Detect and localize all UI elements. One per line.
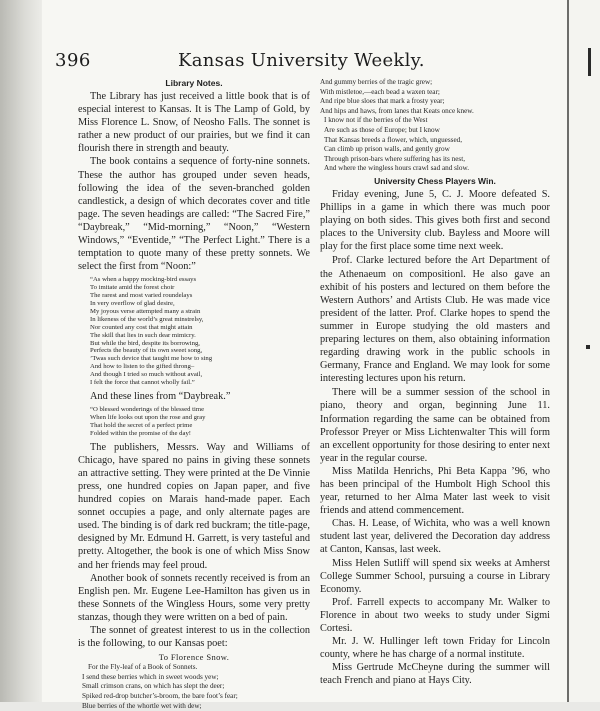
summer-session-paragraph: There will be a summer session of the school in piano, theory and organ, beginning June 11. Information regarding the same can be obtained from Professor Preyer or Miss Lichtenwalter This will form an excellent opportunity for those desiring to enter next year in the regular course. [320, 387, 550, 464]
poem-line: And ripe blue sloes that mark a frosty year; [320, 97, 445, 106]
adjacent-page-edge [567, 0, 600, 702]
mccheyne-paragraph: Miss Gertrude McCheyne during the summer will teach French and piano at Hays City. [320, 662, 550, 687]
poem-line: For the Fly-leaf of a Book of Sonnets. [88, 663, 198, 672]
daybreak-line: When life looks out upon the rose and gray [90, 414, 206, 421]
poem-line: Can climb up prison walls, and gently grow [324, 145, 450, 154]
noon-line: But while the bird, despite its borrowing, [90, 339, 200, 347]
chess-paragraph: Friday evening, June 5, C. J. Moore defeated S. Phillips in a game in which there was much poor playing on both sides. This gives both first and second places to the University club. Bayless and Moore will play for the first place some time next week. [320, 188, 550, 253]
henrichs-paragraph: Miss Matilda Henrichs, Phi Beta Kappa ’96, who has been principal of the Humbolt High School this year, returned to her Alma Mater last week to visit friends and attend commencement. [320, 465, 550, 517]
library-notes-p1: The Library has just received a little book that is of especial interest to Kansas. It is The Lamp of Gold, by Miss Florence L. Snow, of Neosho Falls. The sonnet is rather a new product of our prairies, but we find it can flourish there in strength and beauty. [78, 91, 310, 155]
noon-line: Nor counted any cost that might attain [90, 323, 193, 331]
daybreak-line: That hold the secret of a perfect prime [90, 421, 193, 429]
noon-line: The skill that lies in such dear mimicry. [90, 331, 196, 339]
chess-heading: University Chess Players Win. [374, 175, 496, 186]
poem-line: And where the wingless hours crawl sad and slow. [324, 164, 470, 173]
noon-line: “As when a happy mocking-bird essays [90, 276, 197, 284]
daybreak-lines [90, 406, 310, 438]
library-notes-p2: The book contains a sequence of forty-nine sonnets. These the author has grouped under seven heads, following the idea of the seven-branched golden candlestick, a design of which decorates cover and title page. The seven headings are called: “The Sacred Fire,” “Daybreak,” “Mid-morning,” “Noon,” “Western Windows,” “Eventide,” “The Perfect Light.” There is a temptation to quote many of these pretty sonnets. We select the first from “Noon:” [78, 156, 310, 273]
noon-sonnet [90, 276, 310, 387]
binding-shadow [0, 0, 42, 702]
poem-line: Spiked red-drop butcher’s-broom, the bare foot’s fear; [82, 692, 238, 700]
daybreak-line: Folded within the promise of the day! [90, 429, 192, 437]
noon-line: And though I tried so much without avail, [90, 371, 203, 379]
publishers-paragraph: The publishers, Messrs. Way and Williams of Chicago, have spared no pains in giving these sonnets an attractive setting. They were printed at the De Vinnie press, one hundred copies on Japan paper, and five hundred copies on Marais hand-made paper. Each sonnet occupies a page, and only alternate pages are used. The binding is of dark red buckram; the title-page, designed by Mr. Edmund H. Garrett, is very tasteful and pretty. Altogether, the book is one of which Miss Snow and her friends may feel proud. [78, 441, 310, 571]
library-notes-heading: Library Notes. [165, 78, 223, 88]
noon-line: Perfects the beauty of its own sweet song, [90, 347, 203, 355]
page-edge-dot [586, 345, 590, 349]
poem-line: Small crimson crans, on which has slept the deer; [82, 682, 225, 691]
noon-line: My joyous verse attempted many a strain [90, 307, 201, 315]
noon-line: To imitate amid the forest choir [90, 284, 175, 292]
hullinger-paragraph: Mr. J. W. Hullinger left town Friday for Lincoln county, where he has charge of a normal institute. [320, 636, 550, 661]
florence-snow-poem [82, 663, 310, 711]
poem-line: With mistletoe,—each bead a waxen tear; [320, 87, 440, 96]
poem-line: I know not if the berries of the West [324, 116, 428, 125]
noon-line: In very overflow of glad desire, [90, 300, 175, 308]
noon-line: In likeness of the world’s great minstrelsy, [90, 315, 204, 323]
poem-line: Blue berries of the whortle wet with dew; [82, 701, 202, 710]
noon-line: The rarest and most varied roundelays [90, 292, 193, 300]
poem-line: That Kansas breeds a flower, which, unguessed, [324, 135, 463, 144]
poem-line: Through prison-bars where suffering has its nest, [324, 154, 465, 163]
poem-line: I send these berries which in sweet woods yew; [82, 672, 219, 681]
lease-paragraph: Chas. H. Lease, of Wichita, who was a well known student last year, delivered the Decoration day address at Canton, Kansas, last week. [320, 518, 550, 556]
florence-snow-poem-continued [320, 78, 550, 174]
poem-line: And hips and haws, from lanes that Keats once knew. [320, 106, 474, 115]
page-edge-mark [588, 48, 591, 76]
daybreak-intro: And these lines from “Daybreak.” [90, 391, 231, 402]
another-book-paragraph: Another book of sonnets recently received is from an English pen. Mr. Eugene Lee-Hamilton has given us in these Sonnets of the Wingless Hours, some very pretty stanzas, though they were written on a bed of pain. [78, 572, 310, 623]
poem-dedication-title: To Florence Snow. [158, 652, 230, 663]
farrell-paragraph: Prof. Farrell expects to accompany Mr. Walker to Florence in about two weeks to study under Sigmi Cortesi. [320, 596, 550, 635]
sutliff-paragraph: Miss Helen Sutliff will spend six weeks at Amherst College Summer School, pursuing a course in Library Economy. [320, 557, 550, 595]
poem-line: Are such as those of Europe; but I know [324, 125, 440, 134]
poem-line: And gummy berries of the tragic grew; [320, 78, 433, 86]
right-column [320, 78, 550, 688]
noon-line: And how to listen to the gifted throng– [90, 363, 195, 371]
page-number: 396 [55, 50, 91, 71]
daybreak-line: “O blessed wonderings of the blessed time [90, 406, 205, 414]
sonnet-interest-paragraph: The sonnet of greatest interest to us in the collection is the following, to our Kansas poet: [78, 625, 310, 650]
running-title: Kansas University Weekly. [178, 50, 425, 71]
noon-line: I felt the force that cannot wholly fail.” [90, 379, 195, 387]
left-column [78, 78, 310, 711]
noon-line: ’Twas such device that taught me how to sing [90, 355, 213, 363]
clarke-paragraph: Prof. Clarke lectured before the Art Department of the Athenaeum on compositionl. He also gave an exhibit of his posters and lectured on them before the Western Authors’ and Artists Club. He was made vice president of the latter. Prof. Clarke hopes to spend the summer in Europe studying the old masters and preparing lectures on them, also obtaining information regarding drawing work in the public schools in Germany, France and England. We may look for some interesting lectures upon his return. [320, 255, 550, 385]
